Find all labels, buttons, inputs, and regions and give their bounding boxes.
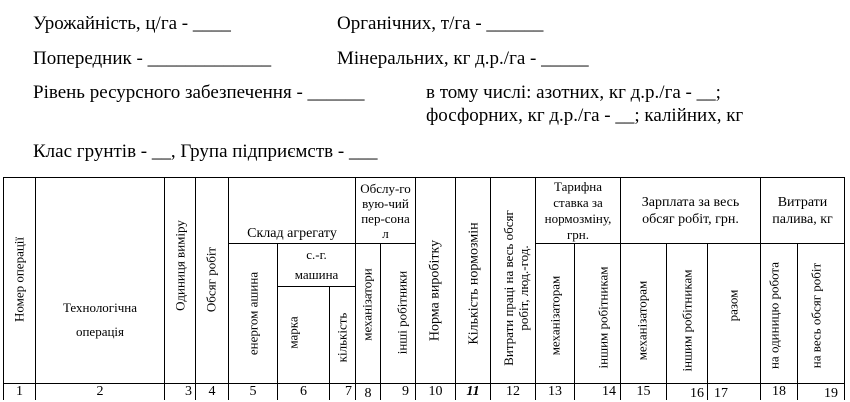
tariff-salary-fuel-divider	[535, 243, 845, 244]
column-number: 12	[506, 384, 520, 399]
header-fuel-costs: Витрати палива, кг	[772, 194, 833, 227]
column-number: 3	[185, 384, 192, 399]
col-line	[415, 177, 416, 400]
header-tariff-rate: Тарифна ставка за нормозміну, грн.	[544, 178, 612, 242]
header-operation-number: Номер операції	[11, 236, 27, 323]
header-salary-total-sum: разом	[725, 289, 741, 322]
soil-class-blank[interactable]: __	[151, 141, 171, 162]
column-number: 15	[636, 384, 651, 399]
col-line	[797, 243, 798, 400]
resource-level-label: Рівень ресурсного забезпечення -	[33, 82, 303, 103]
enterprise-group-label: Група підприємств -	[180, 141, 345, 162]
predecessor-blank[interactable]: _____________	[147, 48, 272, 69]
predecessor-label: Попередник -	[33, 48, 143, 69]
header-salary-machine-operators: механізаторам	[634, 280, 650, 361]
column-number: 14	[602, 384, 616, 399]
enterprise-group-blank[interactable]: ___	[348, 141, 378, 162]
header-brand: марка	[285, 316, 301, 349]
header-quantity: кількість	[334, 312, 350, 363]
organic-label: Органічних, т/га -	[337, 13, 482, 34]
column-number: 7	[345, 384, 352, 399]
soil-class-label: Клас грунтів -	[33, 141, 148, 162]
col-line	[707, 243, 708, 400]
column-number: 13	[548, 384, 562, 399]
column-number: 8	[364, 386, 372, 401]
col-line	[228, 177, 229, 400]
header-tariff-machine-operators: механізаторам	[547, 275, 563, 356]
col-line	[35, 177, 36, 400]
column-number: 5	[249, 384, 257, 399]
column-number: 11	[466, 384, 480, 399]
including-nitrogen-line: в тому числі: азотних, кг д.р./га - __;	[426, 82, 721, 103]
yield-blank[interactable]: ____	[192, 13, 231, 34]
header-fuel-total-volume: на весь обсяг робіт	[808, 262, 824, 369]
header-norm-shifts-count: Кількість нормозмін	[466, 222, 482, 345]
col-line	[329, 286, 330, 400]
column-number: 6	[300, 384, 307, 399]
column-number: 16	[690, 386, 704, 401]
organic-blank[interactable]: ______	[486, 13, 544, 34]
header-service-staff: Обслу-говую-чий пер-сонал	[360, 180, 411, 241]
mineral-blank[interactable]: _____	[541, 48, 589, 69]
resource-level-blank[interactable]: ______	[307, 82, 365, 103]
header-tariff-other-workers: іншим робітникам	[595, 266, 611, 369]
yield-label: Урожайність, ц/га -	[33, 13, 189, 34]
column-number: 4	[208, 384, 216, 399]
separator: ,	[170, 141, 176, 162]
header-labor-costs: Витрати праці на весь обсяг робіт, люд.-год.	[501, 210, 531, 366]
mineral-label: Мінеральних, кг д.р./га -	[337, 48, 537, 69]
col-line	[574, 243, 575, 400]
header-fuel-per-unit: на одиницю робота	[766, 261, 782, 370]
including-phosphorus-potassium-line: фосфорних, кг д.р./га - __; калійних, кг	[426, 105, 744, 126]
header-output-norm: Норма виробітку	[427, 239, 443, 342]
header-agricultural-machine: с.-г. машина	[294, 247, 339, 282]
column-number: 18	[772, 384, 786, 399]
header-salary-total: Зарплата за весь обсяг робіт, грн.	[641, 194, 740, 227]
machine-group-divider	[277, 286, 355, 287]
col-line	[844, 177, 845, 400]
col-line	[490, 177, 491, 400]
col-line	[164, 177, 165, 400]
col-line	[3, 177, 4, 400]
col-line	[195, 177, 196, 400]
header-other-workers: інші робітники	[394, 270, 410, 355]
column-number: 1	[16, 384, 23, 399]
column-number: 2	[96, 384, 104, 399]
header-unit-composition: Склад агрегату	[247, 226, 337, 241]
col-line	[380, 243, 381, 400]
header-work-volume: Обсяг робіт	[203, 246, 219, 313]
column-number: 17	[714, 386, 728, 401]
header-salary-other-workers: іншим робітникам	[679, 269, 695, 372]
col-line	[666, 243, 667, 400]
header-unit-of-measure: Одиниця виміру	[172, 220, 188, 311]
header-power-machine: енергом ашина	[245, 271, 261, 356]
column-number: 9	[402, 384, 409, 399]
col-line	[455, 177, 456, 400]
header-machine-operators: механізатори	[359, 268, 375, 341]
column-number: 10	[428, 384, 443, 399]
header-technological-operation: Технологічна операція	[62, 300, 138, 339]
column-number: 19	[824, 386, 838, 401]
